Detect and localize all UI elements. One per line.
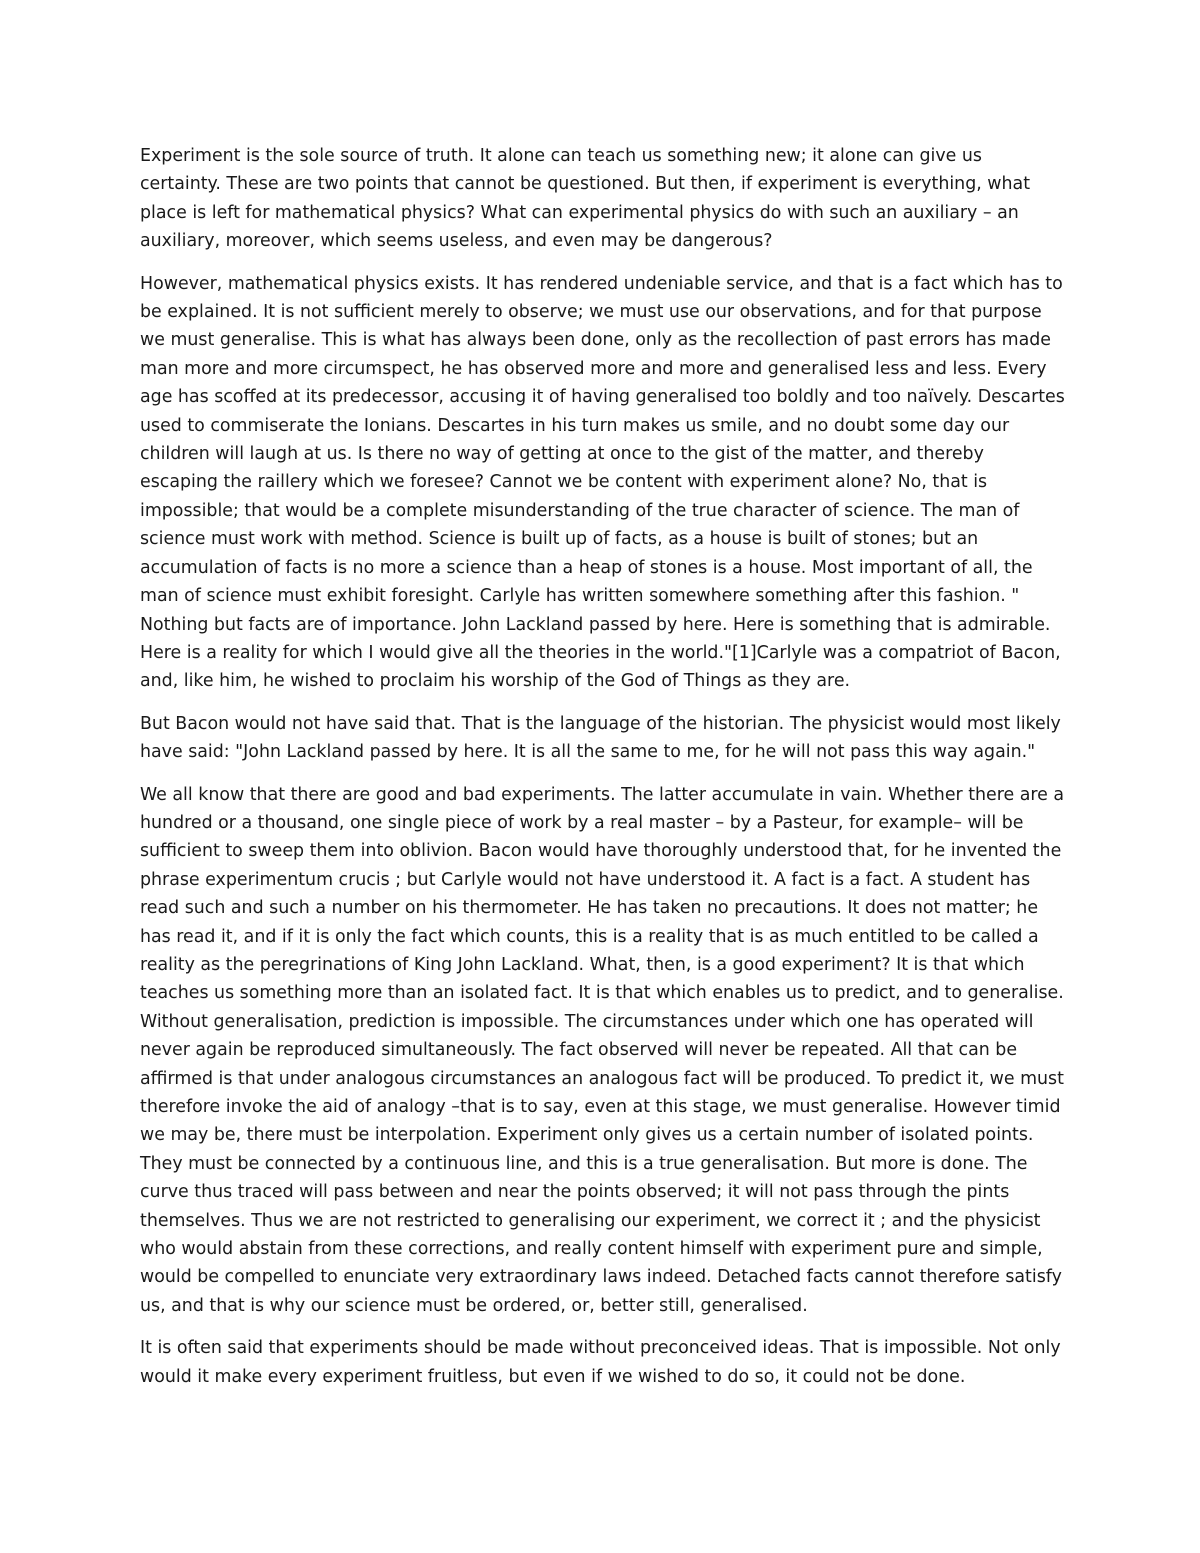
paragraph-4: We all know that there are good and bad experiments. The latter accumulate in vain. Whether there are a hundred or a thousand, one single piece of work by a real master – by a Pasteur, for example– will be sufficient to sweep them into oblivion. Bacon would have thoroughly understood that, for he invented the phrase experimentum crucis ; but Carlyle would not have understood it. A fact is a fact. A student has read such and such a number on his thermometer. He has taken no precautions. It does not matter; he has read it, and if it is only the fact which counts, this is a reality that is as much entitled to be called a reality as the peregrinations of King John Lackland. What, then, is a good experiment? It is that which teaches us something more than an isolated fact. It is that which enables us to predict, and to generalise. Without generalisation, prediction is impossible. The circumstances under which one has operated will never again be reproduced simultaneously. The fact observed will never be repeated. All that can be affirmed is that under analogous circumstances an analogous fact will be produced. To predict it, we must therefore invoke the aid of analogy –that is to say, even at this stage, we must generalise. However timid we may be, there must be interpolation. Experiment only gives us a certain number of isolated points. They must be connected by a continuous line, and this is a true generalisation. But more is done. The curve thus traced will pass between and near the points observed; it will not pass through the pints themselves. Thus we are not restricted to generalising our experiment, we correct it ; and the physicist who would abstain from these corrections, and really content himself with experiment pure and simple, would be compelled to enunciate very extraordinary laws indeed. Detached facts cannot therefore satisfy us, and that is why our science must be ordered, or, better still, generalised.	[140, 784, 1065, 1316]
paragraph-1: Experiment is the sole source of truth. It alone can teach us something new; it alone can give us certainty. These are two points that cannot be questioned. But then, if experiment is everything, what place is left for mathematical physics? What can experimental physics do with such an auxiliary – an auxiliary, moreover, which seems useless, and even may be dangerous?	[140, 146, 1031, 252]
paragraph-2: However, mathematical physics exists. It has rendered undeniable service, and that is a fact which has to be explained. It is not sufficient merely to observe; we must use our observations, and for that purpose we must generalise. This is what has always been done, only as the recollection of past errors has made man more and more circumspect, he has observed more and more and generalised less and less. Every age has scoffed at its predecessor, accusing it of having generalised too boldly and too naïvely. Descartes used to commiserate the Ionians. Descartes in his turn makes us smile, and no doubt some day our children will laugh at us. Is there no way of getting at once to the gist of the matter, and thereby escaping the raillery which we foresee? Cannot we be content with experiment alone? No, that is impossible; that would be a complete misunderstanding of the true character of science. The man of science must work with method. Science is built up of facts, as a house is built of stones; but an accumulation of facts is no more a science than a heap of stones is a house. Most important of all, the man of science must exhibit foresight. Carlyle has written somewhere something after this fashion. " Nothing but facts are of importance. John Lackland passed by here. Here is something that is admirable. Here is a reality for which I would give all the theories in the world."[1]Carlyle was a compatriot of Bacon, and, like him, he wished to proclaim his worship of the God of Things as they are.	[140, 273, 1065, 692]
document-body	[140, 142, 1065, 1405]
paragraph-3: But Bacon would not have said that. That is the language of the historian. The physicist would most likely have said: "John Lackland passed by here. It is all the same to me, for he will not pass this way again."	[140, 713, 1061, 763]
paragraph-5: It is often said that experiments should be made without preconceived ideas. That is impossible. Not only would it make every experiment fruitless, but even if we wished to do so, it could not be done.	[140, 1338, 1061, 1387]
